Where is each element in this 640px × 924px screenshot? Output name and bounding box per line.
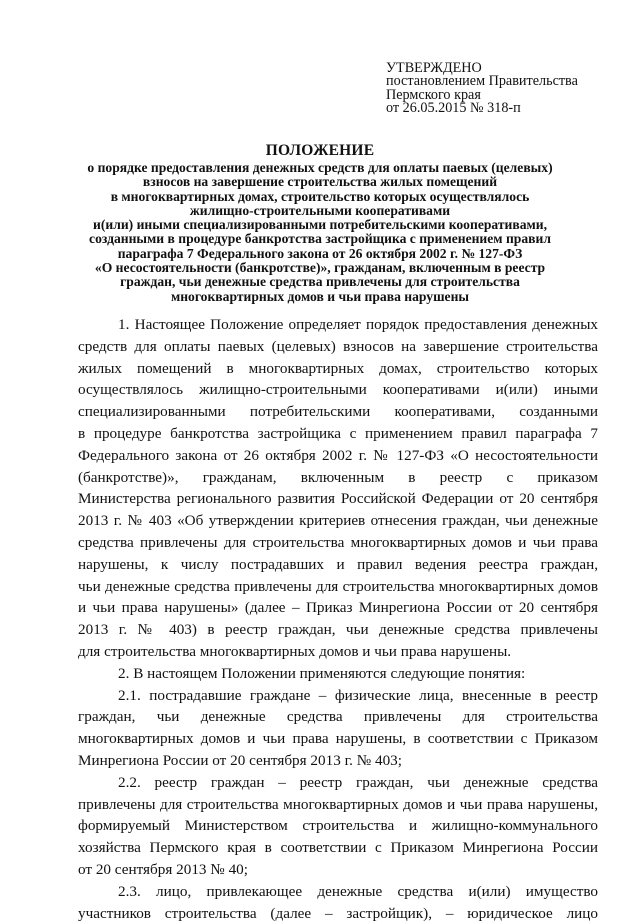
document-title: ПОЛОЖЕНИЕ: [265, 142, 375, 159]
body-line: 2013 г. № 403) в реестр граждан, чьи денежные средства привлечены: [78, 621, 598, 639]
subtitle-line: граждан, чьи денежные средства привлечены для строительства: [120, 274, 520, 290]
body-line: 2.1. пострадавшие граждане – физические лица, внесенные в реестр: [118, 686, 598, 704]
body-line: (банкротстве)», гражданам, включенным в реестр с приказом: [78, 468, 598, 486]
body-line: Минрегиона России от 20 сентября 2013 г. № 403;: [78, 751, 402, 769]
body-line: специализированными потребительскими кооперативами, созданными: [78, 403, 598, 421]
body-line: нарушены, к числу пострадавших и правил ведения реестра граждан,: [78, 555, 598, 573]
subtitle-line: взносов на завершение строительства жилых помещений: [142, 174, 498, 190]
body-line: 2013 г. № 403 «Об утверждении критериев отнесения граждан, чьи денежные: [78, 512, 598, 530]
body-line: привлечены для строительства многоквартирных домов и чьи права нарушены,: [78, 795, 598, 813]
approval-line: постановлением Правительства: [386, 73, 578, 90]
subtitle-line: жилищно-строительными кооперативами: [189, 202, 451, 218]
body-line: жилых помещений в многоквартирных домах, строительство которых: [78, 359, 598, 377]
approval-stamp: [386, 62, 626, 116]
body-line: и чьи права нарушены» (далее – Приказ Минрегиона России от 20 сентября: [78, 599, 598, 617]
body-line: 1. Настоящее Положение определяет порядок предоставления денежных: [118, 316, 598, 333]
document-body: [78, 314, 598, 924]
body-line: граждан, чьи денежные средства привлечены для строительства: [78, 708, 598, 726]
body-line: в процедуре банкротства застройщика с применением правил параграфа 7: [78, 424, 598, 442]
subtitle-line: «О несостоятельности (банкротстве)», гражданам, включенным в реестр: [94, 260, 546, 276]
document-subtitle: [60, 161, 580, 304]
approval-line: УТВЕРЖДЕНО: [386, 60, 482, 76]
body-line: средства привлечены для строительства многоквартирных домов и чьи права: [78, 533, 598, 551]
body-line: чьи денежные средства привлечены для строительства многоквартирных домов: [78, 577, 598, 595]
subtitle-line: многоквартирных домов и чьи права нарушены: [170, 288, 470, 304]
subtitle-line: в многоквартирных домах, строительство которых осуществлялось: [110, 188, 530, 204]
body-line: многоквартирных домов и чьи права нарушены, в соответствии с Приказом: [78, 730, 598, 748]
subtitle-line: о порядке предоставления денежных средств для оплаты паевых (целевых): [87, 160, 553, 175]
body-line: осуществлялось жилищно-строительными кооперативами и(или) иными: [78, 381, 598, 399]
body-line: для строительства многоквартирных домов и чьи права нарушены.: [78, 642, 512, 660]
approval-line: от 26.05.2015 № 318-п: [386, 100, 521, 117]
subtitle-line: и(или) иными специализированными потребительскими кооперативами,: [93, 217, 547, 233]
body-line: участников строительства (далее – застройщик), – юридическое лицо: [78, 904, 598, 922]
body-line: 2.3. лицо, привлекающее денежные средства и(или) имущество: [118, 882, 598, 900]
body-line: средств для оплаты паевых (целевых) взносов на завершение строительства: [78, 337, 598, 355]
body-line: хозяйства Пермского края в соответствии с Приказом Минрегиона России: [78, 839, 598, 857]
body-line: Федерального закона от 26 октября 2002 г. № 127-ФЗ «О несостоятельности: [78, 446, 598, 464]
body-line: 2. В настоящем Положении применяются следующие понятия:: [118, 664, 526, 682]
subtitle-line: параграфа 7 Федерального закона от 26 октября 2002 г. № 127-ФЗ: [117, 245, 523, 261]
body-line: от 20 сентября 2013 № 40;: [78, 860, 248, 878]
approval-line: Пермского края: [386, 86, 481, 103]
body-line: формируемый Министерством строительства и жилищно-коммунального: [78, 817, 598, 835]
subtitle-line: созданными в процедуре банкротства застройщика с применением правил: [89, 231, 551, 247]
body-line: 2.2. реестр граждан – реестр граждан, чьи денежные средства: [118, 773, 598, 791]
body-line: Министерства регионального развития Российской Федерации от 20 сентября: [78, 490, 598, 508]
